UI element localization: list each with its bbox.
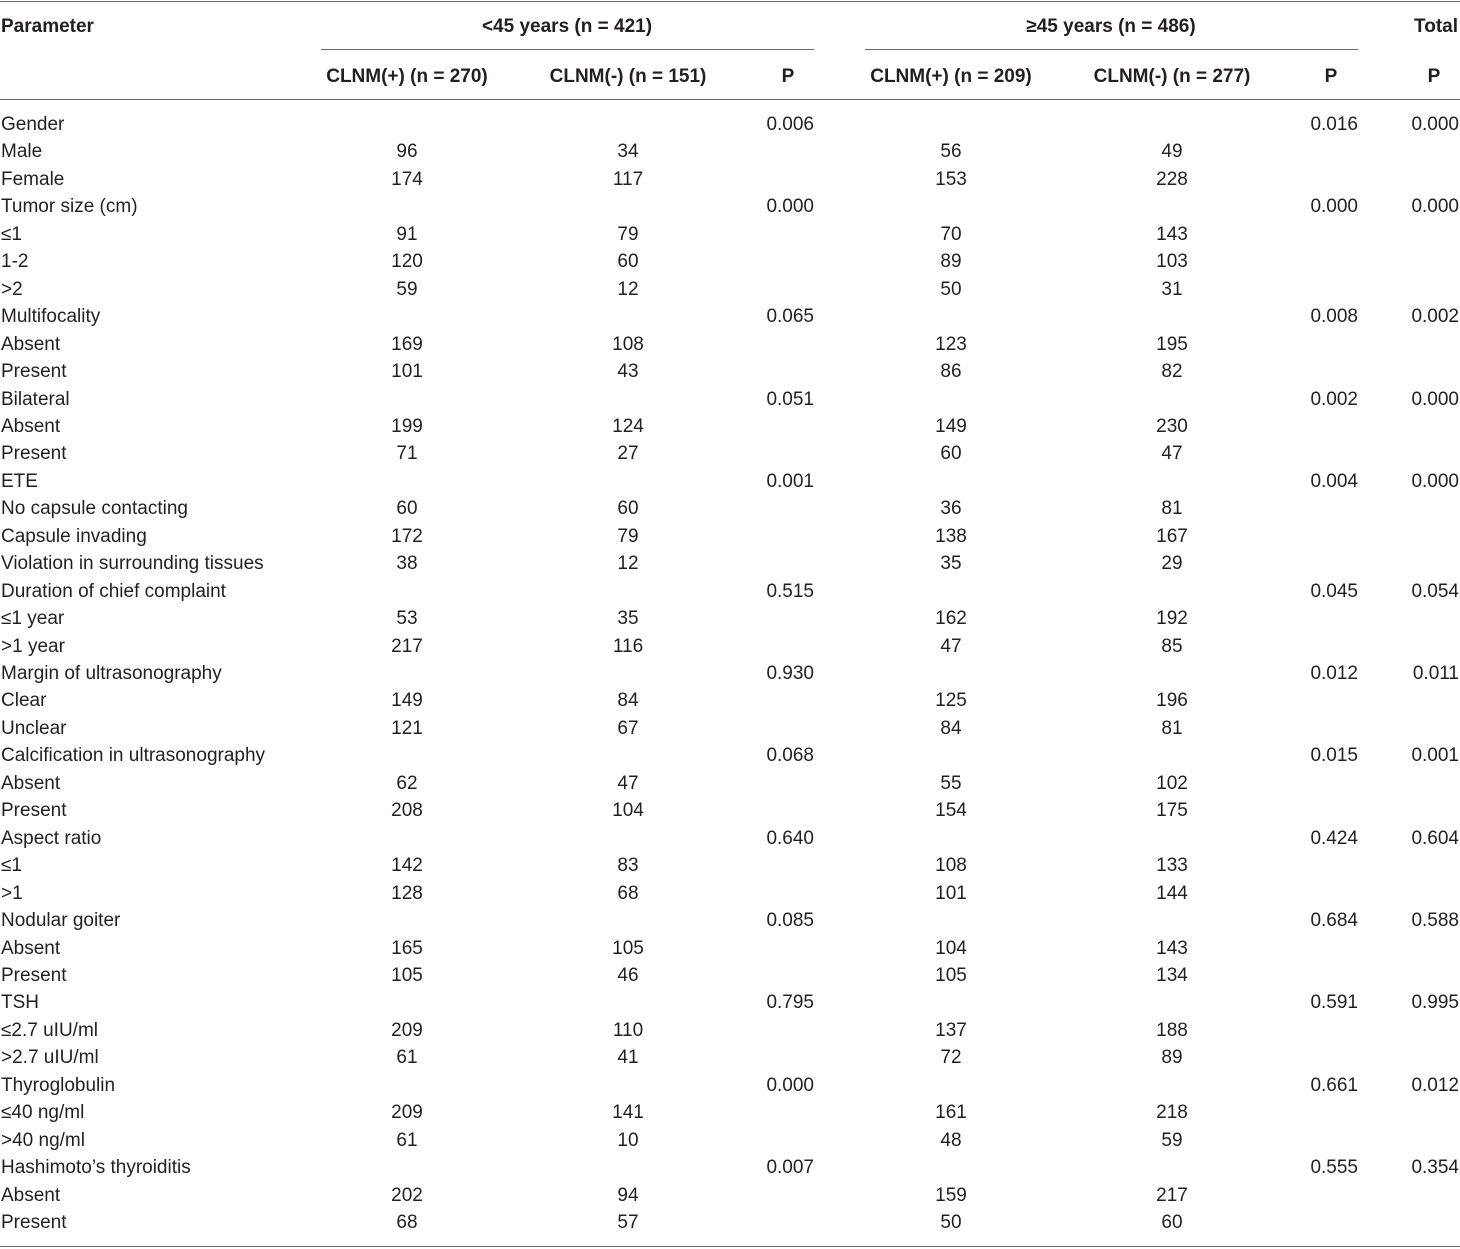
- cell-clnm-pos-ge45: 50: [940, 279, 962, 300]
- cell-clnm-neg-lt45: 108: [612, 334, 644, 355]
- cell-clnm-pos-lt45: 128: [391, 883, 423, 904]
- cell-clnm-pos-lt45: 202: [391, 1185, 423, 1206]
- row-label: Nodular goiter: [1, 910, 121, 931]
- row-label: Present: [1, 361, 67, 382]
- cell-clnm-pos-ge45: 104: [935, 938, 967, 959]
- cell-p-total: 0.011: [1412, 663, 1459, 684]
- header-col-p-lt45: P: [781, 66, 795, 87]
- cell-clnm-pos-ge45: 60: [940, 443, 962, 464]
- cell-p-total: 0.995: [1411, 992, 1459, 1013]
- cell-clnm-pos-lt45: 68: [396, 1212, 418, 1233]
- cell-clnm-neg-ge45: 134: [1156, 965, 1188, 986]
- cell-clnm-neg-lt45: 34: [617, 141, 639, 162]
- cell-clnm-neg-ge45: 143: [1156, 938, 1188, 959]
- cell-clnm-pos-ge45: 56: [940, 141, 962, 162]
- row-label: Absent: [1, 416, 61, 437]
- cell-clnm-neg-lt45: 67: [617, 718, 639, 739]
- cell-clnm-neg-lt45: 60: [617, 498, 639, 519]
- cell-clnm-neg-lt45: 68: [617, 883, 639, 904]
- cell-clnm-neg-ge45: 133: [1156, 855, 1188, 876]
- cell-p-ge45: 0.000: [1310, 196, 1358, 217]
- cell-p-ge45: 0.424: [1310, 828, 1358, 849]
- cell-p-ge45: 0.012: [1310, 663, 1358, 684]
- cell-p-ge45: 0.684: [1310, 910, 1358, 931]
- cell-clnm-pos-lt45: 61: [396, 1047, 418, 1068]
- cell-p-total: 0.604: [1411, 828, 1459, 849]
- cell-clnm-pos-ge45: 153: [935, 169, 967, 190]
- row-label: Capsule invading: [1, 526, 147, 547]
- cell-clnm-neg-ge45: 218: [1156, 1102, 1188, 1123]
- cell-clnm-pos-lt45: 101: [391, 361, 423, 382]
- cell-p-lt45: 0.006: [766, 114, 814, 135]
- cell-clnm-pos-lt45: 217: [391, 636, 423, 657]
- cell-clnm-neg-lt45: 141: [612, 1102, 644, 1123]
- header-col-clnm-pos-ge45: CLNM(+) (n = 209): [870, 66, 1032, 87]
- cell-clnm-neg-lt45: 117: [612, 169, 644, 190]
- group-ge45-rule: [865, 49, 1358, 50]
- header-col-p-total: P: [1427, 66, 1441, 87]
- cell-p-lt45: 0.065: [766, 306, 814, 327]
- cell-clnm-pos-lt45: 121: [391, 718, 423, 739]
- header-parameter: Parameter: [1, 16, 94, 37]
- cell-clnm-pos-ge45: 138: [935, 526, 967, 547]
- row-label: Present: [1, 965, 67, 986]
- row-label: ETE: [1, 471, 38, 492]
- cell-clnm-neg-ge45: 49: [1161, 141, 1183, 162]
- cell-clnm-neg-lt45: 84: [617, 690, 639, 711]
- row-label: Bilateral: [1, 389, 70, 410]
- cell-clnm-pos-ge45: 48: [940, 1130, 962, 1151]
- cell-clnm-pos-lt45: 120: [391, 251, 423, 272]
- row-label: 1-2: [1, 251, 29, 272]
- cell-clnm-pos-lt45: 172: [391, 526, 423, 547]
- row-label: Absent: [1, 334, 61, 355]
- cell-clnm-pos-ge45: 123: [935, 334, 967, 355]
- cell-p-lt45: 0.795: [766, 992, 814, 1013]
- cell-clnm-pos-ge45: 161: [935, 1102, 967, 1123]
- row-label: Absent: [1, 1185, 61, 1206]
- cell-clnm-neg-ge45: 230: [1156, 416, 1188, 437]
- cell-clnm-neg-ge45: 47: [1161, 443, 1183, 464]
- cell-clnm-neg-lt45: 60: [617, 251, 639, 272]
- header-col-clnm-neg-lt45: CLNM(-) (n = 151): [549, 66, 707, 87]
- cell-p-total: 0.354: [1411, 1157, 1459, 1178]
- cell-clnm-neg-ge45: 196: [1156, 690, 1188, 711]
- cell-clnm-neg-ge45: 81: [1161, 718, 1183, 739]
- cell-p-lt45: 0.068: [766, 745, 814, 766]
- cell-clnm-pos-ge45: 86: [940, 361, 962, 382]
- cell-clnm-neg-lt45: 94: [617, 1185, 639, 1206]
- cell-clnm-pos-lt45: 71: [396, 443, 418, 464]
- cell-p-ge45: 0.015: [1310, 745, 1358, 766]
- row-label: Tumor size (cm): [1, 196, 138, 217]
- cell-clnm-pos-lt45: 96: [396, 141, 418, 162]
- row-label: TSH: [1, 992, 39, 1013]
- row-label: Hashimoto’s thyroiditis: [1, 1157, 191, 1178]
- row-label: No capsule contacting: [1, 498, 188, 519]
- cell-clnm-neg-ge45: 31: [1161, 279, 1183, 300]
- cell-p-total: 0.000: [1411, 114, 1459, 135]
- cell-clnm-neg-ge45: 143: [1156, 224, 1188, 245]
- row-label: Absent: [1, 773, 61, 794]
- cell-p-ge45: 0.002: [1310, 389, 1358, 410]
- row-label: Female: [1, 169, 65, 190]
- cell-clnm-neg-lt45: 57: [617, 1212, 639, 1233]
- cell-clnm-neg-ge45: 82: [1161, 361, 1183, 382]
- cell-clnm-neg-lt45: 116: [612, 636, 644, 657]
- row-label: >1: [1, 883, 23, 904]
- cell-clnm-pos-ge45: 105: [935, 965, 967, 986]
- header-group-ge45: ≥45 years (n = 486): [1026, 16, 1196, 37]
- cell-clnm-pos-ge45: 159: [935, 1185, 967, 1206]
- cell-clnm-pos-lt45: 62: [396, 773, 418, 794]
- cell-clnm-pos-lt45: 209: [391, 1020, 423, 1041]
- cell-p-total: 0.588: [1411, 910, 1459, 931]
- cell-clnm-neg-lt45: 124: [612, 416, 644, 437]
- row-label: Unclear: [1, 718, 67, 739]
- row-label: Present: [1, 1212, 67, 1233]
- cell-clnm-neg-lt45: 104: [612, 800, 644, 821]
- cell-clnm-neg-lt45: 35: [617, 608, 639, 629]
- cell-clnm-neg-ge45: 217: [1156, 1185, 1188, 1206]
- row-label: Gender: [1, 114, 65, 135]
- cell-p-total: 0.000: [1411, 389, 1459, 410]
- cell-p-ge45: 0.591: [1310, 992, 1358, 1013]
- cell-clnm-neg-ge45: 60: [1161, 1212, 1183, 1233]
- row-label: Male: [1, 141, 43, 162]
- cell-p-ge45: 0.008: [1310, 306, 1358, 327]
- cell-clnm-neg-lt45: 41: [617, 1047, 639, 1068]
- cell-p-ge45: 0.004: [1310, 471, 1358, 492]
- row-label: Margin of ultrasonography: [1, 663, 222, 684]
- cell-p-ge45: 0.016: [1310, 114, 1358, 135]
- cell-clnm-pos-lt45: 61: [396, 1130, 418, 1151]
- cell-clnm-neg-ge45: 29: [1161, 553, 1183, 574]
- row-label: Aspect ratio: [1, 828, 102, 849]
- group-lt45-rule: [321, 49, 814, 50]
- cell-clnm-neg-ge45: 188: [1156, 1020, 1188, 1041]
- cell-clnm-neg-lt45: 43: [617, 361, 639, 382]
- row-label: ≤1 year: [1, 608, 65, 629]
- cell-clnm-pos-lt45: 59: [396, 279, 418, 300]
- row-label: >40 ng/ml: [1, 1130, 85, 1151]
- cell-clnm-pos-ge45: 70: [940, 224, 962, 245]
- cell-clnm-pos-lt45: 60: [396, 498, 418, 519]
- cell-clnm-neg-lt45: 12: [617, 279, 639, 300]
- cell-p-lt45: 0.001: [766, 471, 814, 492]
- cell-p-lt45: 0.640: [766, 828, 814, 849]
- cell-clnm-neg-lt45: 12: [617, 553, 639, 574]
- cell-clnm-pos-ge45: 101: [935, 883, 967, 904]
- row-label: ≤2.7 uIU/ml: [1, 1020, 99, 1041]
- cell-clnm-neg-ge45: 175: [1156, 800, 1188, 821]
- cell-clnm-pos-lt45: 209: [391, 1102, 423, 1123]
- row-label: Multifocality: [1, 306, 101, 327]
- cell-clnm-neg-lt45: 83: [617, 855, 639, 876]
- cell-clnm-neg-lt45: 79: [617, 224, 639, 245]
- cell-clnm-neg-ge45: 103: [1156, 251, 1188, 272]
- row-label: Absent: [1, 938, 61, 959]
- row-label: Present: [1, 800, 67, 821]
- cell-clnm-neg-lt45: 27: [617, 443, 639, 464]
- row-label: >1 year: [1, 636, 65, 657]
- cell-clnm-pos-lt45: 165: [391, 938, 423, 959]
- cell-clnm-pos-lt45: 208: [391, 800, 423, 821]
- row-label: Duration of chief complaint: [1, 581, 226, 602]
- header-col-clnm-neg-ge45: CLNM(-) (n = 277): [1093, 66, 1251, 87]
- cell-clnm-neg-ge45: 167: [1156, 526, 1188, 547]
- cell-p-lt45: 0.007: [766, 1157, 814, 1178]
- cell-p-lt45: 0.000: [766, 1075, 814, 1096]
- header-col-clnm-pos-lt45: CLNM(+) (n = 270): [326, 66, 488, 87]
- row-label: ≤1: [1, 855, 22, 876]
- cell-clnm-neg-lt45: 79: [617, 526, 639, 547]
- cell-p-total: 0.054: [1411, 581, 1459, 602]
- cell-clnm-pos-ge45: 154: [935, 800, 967, 821]
- cell-clnm-neg-ge45: 89: [1161, 1047, 1183, 1068]
- row-label: >2.7 uIU/ml: [1, 1047, 99, 1068]
- cell-clnm-neg-lt45: 105: [612, 938, 644, 959]
- cell-p-lt45: 0.930: [766, 663, 814, 684]
- row-label: Calcification in ultrasonography: [1, 745, 266, 766]
- cell-clnm-pos-lt45: 38: [396, 553, 418, 574]
- cell-clnm-pos-ge45: 55: [940, 773, 962, 794]
- cell-clnm-pos-ge45: 108: [935, 855, 967, 876]
- cell-clnm-pos-ge45: 137: [935, 1020, 967, 1041]
- cell-clnm-pos-lt45: 199: [391, 416, 423, 437]
- row-label: >2: [1, 279, 23, 300]
- row-label: ≤40 ng/ml: [1, 1102, 85, 1123]
- cell-clnm-neg-ge45: 195: [1156, 334, 1188, 355]
- cell-clnm-pos-lt45: 174: [391, 169, 423, 190]
- header-col-p-ge45: P: [1324, 66, 1338, 87]
- cell-clnm-pos-ge45: 84: [940, 718, 962, 739]
- cell-clnm-pos-lt45: 105: [391, 965, 423, 986]
- cell-clnm-neg-ge45: 144: [1156, 883, 1188, 904]
- bottom-rule: [0, 1246, 1460, 1247]
- row-label: ≤1: [1, 224, 22, 245]
- cell-clnm-neg-ge45: 85: [1161, 636, 1183, 657]
- cell-clnm-pos-ge45: 89: [940, 251, 962, 272]
- cell-clnm-neg-ge45: 102: [1156, 773, 1188, 794]
- cell-clnm-pos-ge45: 47: [940, 636, 962, 657]
- cell-clnm-neg-ge45: 192: [1156, 608, 1188, 629]
- row-label: Violation in surrounding tissues: [1, 553, 264, 574]
- cell-p-total: 0.002: [1411, 306, 1459, 327]
- cell-clnm-pos-ge45: 162: [935, 608, 967, 629]
- cell-clnm-neg-lt45: 46: [617, 965, 639, 986]
- cell-p-ge45: 0.661: [1310, 1075, 1358, 1096]
- cell-p-lt45: 0.515: [766, 581, 814, 602]
- row-label: Present: [1, 443, 67, 464]
- cell-clnm-pos-lt45: 53: [396, 608, 418, 629]
- cell-clnm-pos-lt45: 91: [396, 224, 418, 245]
- cell-clnm-neg-ge45: 59: [1161, 1130, 1183, 1151]
- header-rule: [0, 99, 1460, 100]
- cell-clnm-pos-ge45: 72: [940, 1047, 962, 1068]
- top-rule: [0, 1, 1460, 2]
- cell-p-total: 0.000: [1411, 196, 1459, 217]
- cell-clnm-pos-ge45: 50: [940, 1212, 962, 1233]
- cell-clnm-pos-lt45: 149: [391, 690, 423, 711]
- cell-clnm-pos-ge45: 125: [935, 690, 967, 711]
- cell-p-total: 0.000: [1411, 471, 1459, 492]
- cell-p-ge45: 0.045: [1310, 581, 1358, 602]
- cell-p-lt45: 0.000: [766, 196, 814, 217]
- cell-clnm-neg-lt45: 110: [612, 1020, 644, 1041]
- cell-clnm-neg-ge45: 228: [1156, 169, 1188, 190]
- cell-clnm-neg-lt45: 47: [617, 773, 639, 794]
- header-total: Total: [1414, 16, 1458, 37]
- cell-clnm-pos-ge45: 36: [940, 498, 962, 519]
- cell-p-lt45: 0.085: [766, 910, 814, 931]
- cell-clnm-pos-lt45: 142: [391, 855, 423, 876]
- header-group-lt45: <45 years (n = 421): [481, 16, 653, 37]
- cell-clnm-pos-ge45: 149: [935, 416, 967, 437]
- cell-p-total: 0.001: [1411, 745, 1459, 766]
- cell-clnm-pos-ge45: 35: [940, 553, 962, 574]
- cell-clnm-pos-lt45: 169: [391, 334, 423, 355]
- cell-p-total: 0.012: [1411, 1075, 1459, 1096]
- cell-p-ge45: 0.555: [1310, 1157, 1358, 1178]
- cell-p-lt45: 0.051: [766, 389, 814, 410]
- row-label: Clear: [1, 690, 47, 711]
- cell-clnm-neg-lt45: 10: [617, 1130, 639, 1151]
- cell-clnm-neg-ge45: 81: [1161, 498, 1183, 519]
- row-label: Thyroglobulin: [1, 1075, 116, 1096]
